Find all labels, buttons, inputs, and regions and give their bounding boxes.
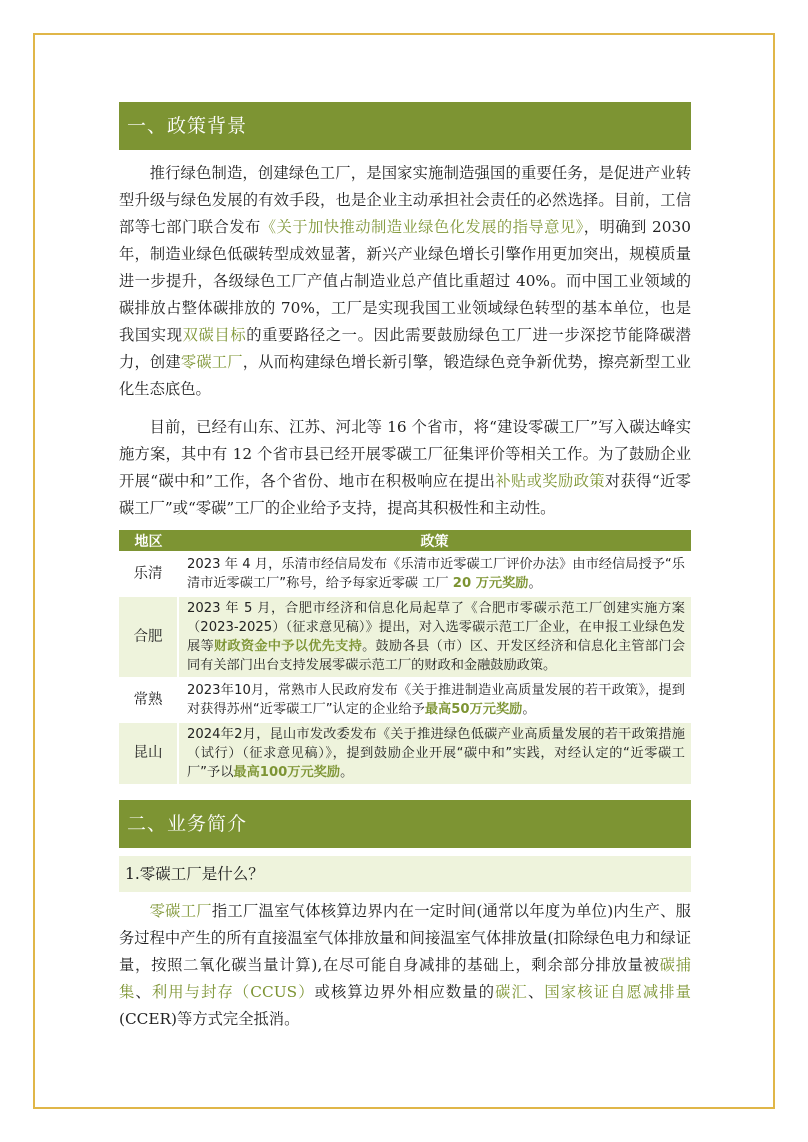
- table-row: [119, 678, 691, 722]
- highlight-zero-carbon-factory: 零碳工厂: [180, 353, 243, 371]
- table-row: [119, 552, 691, 596]
- table-header-row: [119, 530, 691, 552]
- section-header-business-intro: [119, 800, 691, 848]
- section-header-policy-background: [119, 102, 691, 150]
- highlight-dual-carbon: 双碳目标: [182, 326, 247, 344]
- subsection-title: 1.零碳工厂是什么？: [119, 856, 691, 892]
- column-header-region: 地区: [119, 530, 178, 552]
- highlight-guideline-title: 《关于加快推动制造业绿色化发展的指导意见》: [260, 218, 584, 236]
- section-title: 一、政策背景: [127, 115, 248, 137]
- highlight-carbon-capture: 碳捕集: [119, 956, 691, 1001]
- highlight-reward: 最高50万元奖励: [424, 702, 523, 717]
- region-cell: 合肥: [119, 596, 178, 678]
- document-body: [119, 102, 691, 1033]
- highlight-reward: 财政资金中予以优先支持: [213, 639, 363, 654]
- region-cell: 常熟: [119, 678, 178, 722]
- highlight-subsidy-policy: 补贴或奖励政策: [495, 472, 605, 490]
- policy-cell: 2023年10月，常熟市人民政府发布《关于推进制造业高质量发展的若干政策》，提到对获得苏州“近零碳工厂”认定的企业给予最高50万元奖励。: [178, 678, 691, 722]
- highlight-carbon-sink: 碳汇: [495, 983, 528, 1001]
- paragraph-green-manufacturing: 推行绿色制造，创建绿色工厂，是国家实施制造强国的重要任务，是促进产业转型升级与绿色发展的有效手段，也是企业主动承担社会责任的必然选择。目前，工信部等七部门联合发布《关于加快推动制造业绿色化发展的指导意见》，明确到 2030 年，制造业绿色低碳转型成效显著，新兴产业绿色增长引擎作用更加突出，规模质量进一步提升，各级绿色工厂产值占制造业总产值比重超过 40%。而中国工业领域的碳排放占整体碳排放的 70%，工厂是实现我国工业领域绿色转型的基本单位，也是我国实现双碳目标的重要路径之一。因此需要鼓励绿色工厂进一步深挖节能降碳潜力，创建零碳工厂，从而构建绿色增长新引擎，锻造绿色竞争新优势，擦亮新型工业化生态底色。: [119, 164, 691, 398]
- region-cell: 昆山: [119, 722, 178, 784]
- policy-cell: 2024年2月，昆山市发改委发布《关于推进绿色低碳产业高质量发展的若干政策措施（试行）（征求意见稿）》，提到鼓励企业开展“碳中和”实践，对经认定的“近零碳工厂”予以最高100万元奖励。: [178, 722, 691, 784]
- column-header-policy: 政策: [178, 530, 691, 552]
- policy-cell: 2023 年 5 月，合肥市经济和信息化局起草了《合肥市零碳示范工厂创建实施方案（2023-2025）（征求意见稿）》提出，对入选零碳示范工厂企业，在申报工业绿色发展等财政资金中予以优先支持。鼓励各县（市）区、开发区经济和信息化主管部门会同有关部门出台支持发展零碳示范工厂的财政和金融鼓励政策。: [178, 596, 691, 678]
- highlight-ccus: 利用与封存（CCUS）: [151, 983, 315, 1001]
- highlight-zero-carbon-factory: 零碳工厂: [149, 902, 212, 920]
- paragraph-provincial-policies: 目前，已经有山东、江苏、河北等 16 个省市，将“建设零碳工厂”写入碳达峰实施方案，其中有 12 个省市县已经开展零碳工厂征集评价等相关工作。为了鼓励企业开展“碳中和”工作，各个省份、地市在积极响应在提出补贴或奖励政策对获得“近零碳工厂”或“零碳”工厂的企业给予支持，提高其积极性和主动性。: [119, 418, 691, 517]
- highlight-reward: 最高100万元奖励: [233, 765, 341, 780]
- region-cell: 乐清: [119, 552, 178, 596]
- table-row: [119, 722, 691, 784]
- policy-table: [119, 530, 691, 784]
- section-title: 二、业务简介: [127, 813, 248, 835]
- policy-cell: 2023 年 4 月，乐清市经信局发布《乐清市近零碳工厂评价办法》由市经信局授予“乐清市近零碳工厂”称号，给予每家近零碳 工厂 20 万元奖励。: [178, 552, 691, 596]
- highlight-ccer: 国家核证自愿减排量: [544, 983, 691, 1001]
- highlight-reward: 20 万元奖励: [452, 576, 529, 591]
- paragraph-zero-carbon-definition: 零碳工厂指工厂温室气体核算边界内在一定时间(通常以年度为单位)内生产、服务过程中产生的所有直接温室气体排放量和间接温室气体排放量(扣除绿色电力和绿证量，按照二氧化碳当量计算),在尽可能自身减排的基础上，剩余部分排放量被碳捕集、利用与封存（CCUS）或核算边界外相应数量的碳汇、国家核证自愿减排量(CCER)等方式完全抵消。: [119, 902, 691, 1028]
- table-row: [119, 596, 691, 678]
